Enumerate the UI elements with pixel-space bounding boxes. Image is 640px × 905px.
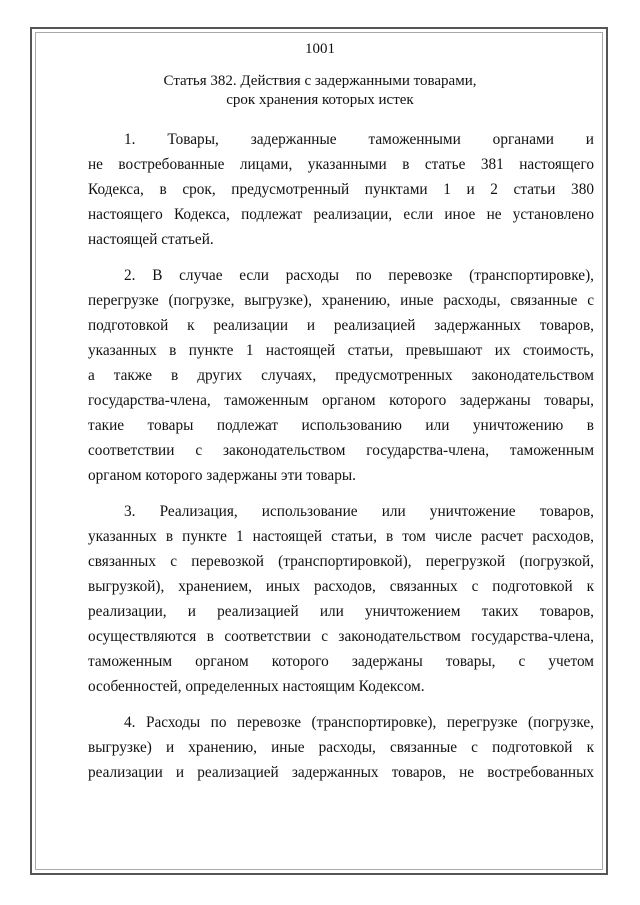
text-line: перегрузке (погрузке, выгрузке), хранению, иные расходы, связанные с	[88, 292, 594, 309]
text-line: указанных в пункте 1 настоящей статьи, в том числе расчет расходов,	[88, 528, 594, 545]
page-number: 1001	[305, 41, 335, 57]
text-line: связанных с перевозкой (транспортировкой), перегрузкой (погрузкой,	[88, 553, 594, 570]
text-line: 2. В случае если расходы по перевозке (транспортировке),	[124, 267, 594, 284]
text-line: указанных в пункте 1 настоящей статьи, превышают их стоимость,	[88, 342, 594, 359]
text-line: таможенным органом которого задержаны товары, с учетом	[88, 653, 594, 670]
paragraph-4	[88, 710, 594, 785]
text-line: подготовкой к реализации и реализацией задержанных товаров,	[88, 317, 594, 334]
text-line: настоящей статьей.	[88, 231, 214, 248]
text-line: Кодекса, в срок, предусмотренный пунктами 1 и 2 статьи 380	[88, 181, 594, 198]
text-line: осуществляются в соответствии с законодательством государства-члена,	[88, 628, 594, 645]
article-title	[100, 72, 540, 110]
text-line: соответствии с законодательством государства-члена, таможенным	[88, 442, 594, 459]
text-line: реализации, и реализацией или уничтожением таких товаров,	[88, 603, 594, 620]
text-line: выгрузке) и хранению, иные расходы, связанные с подготовкой к	[88, 739, 594, 756]
text-line: особенностей, определенных настоящим Кодексом.	[88, 678, 425, 695]
text-line: органом которого задержаны эти товары.	[88, 467, 356, 484]
text-line: выгрузкой), хранением, иных расходов, связанных с подготовкой к	[88, 578, 594, 595]
text-line: такие товары подлежат использованию или уничтожению в	[88, 417, 594, 434]
paragraph-3	[88, 499, 594, 699]
article-body	[88, 127, 594, 785]
text-line: государства-члена, таможенным органом которого задержаны товары,	[88, 392, 594, 409]
article-title-line-2: срок хранения которых истек	[226, 92, 414, 108]
text-line: 3. Реализация, использование или уничтожение товаров,	[124, 503, 594, 520]
text-line: а также в других случаях, предусмотренных законодательством	[88, 367, 594, 384]
paragraph-1	[88, 127, 594, 252]
article-title-line-1: Статья 382. Действия с задержанными товарами,	[163, 73, 477, 89]
paragraph-2	[88, 263, 594, 488]
text-line: 1. Товары, задержанные таможенными органами и	[124, 131, 594, 148]
text-line: 4. Расходы по перевозке (транспортировке), перегрузке (погрузке,	[124, 714, 594, 731]
text-line: настоящего Кодекса, подлежат реализации, если иное не установлено	[88, 206, 594, 223]
text-line: реализации и реализацией задержанных товаров, не востребованных	[88, 764, 594, 781]
text-line: не востребованные лицами, указанными в статье 381 настоящего	[88, 156, 594, 173]
